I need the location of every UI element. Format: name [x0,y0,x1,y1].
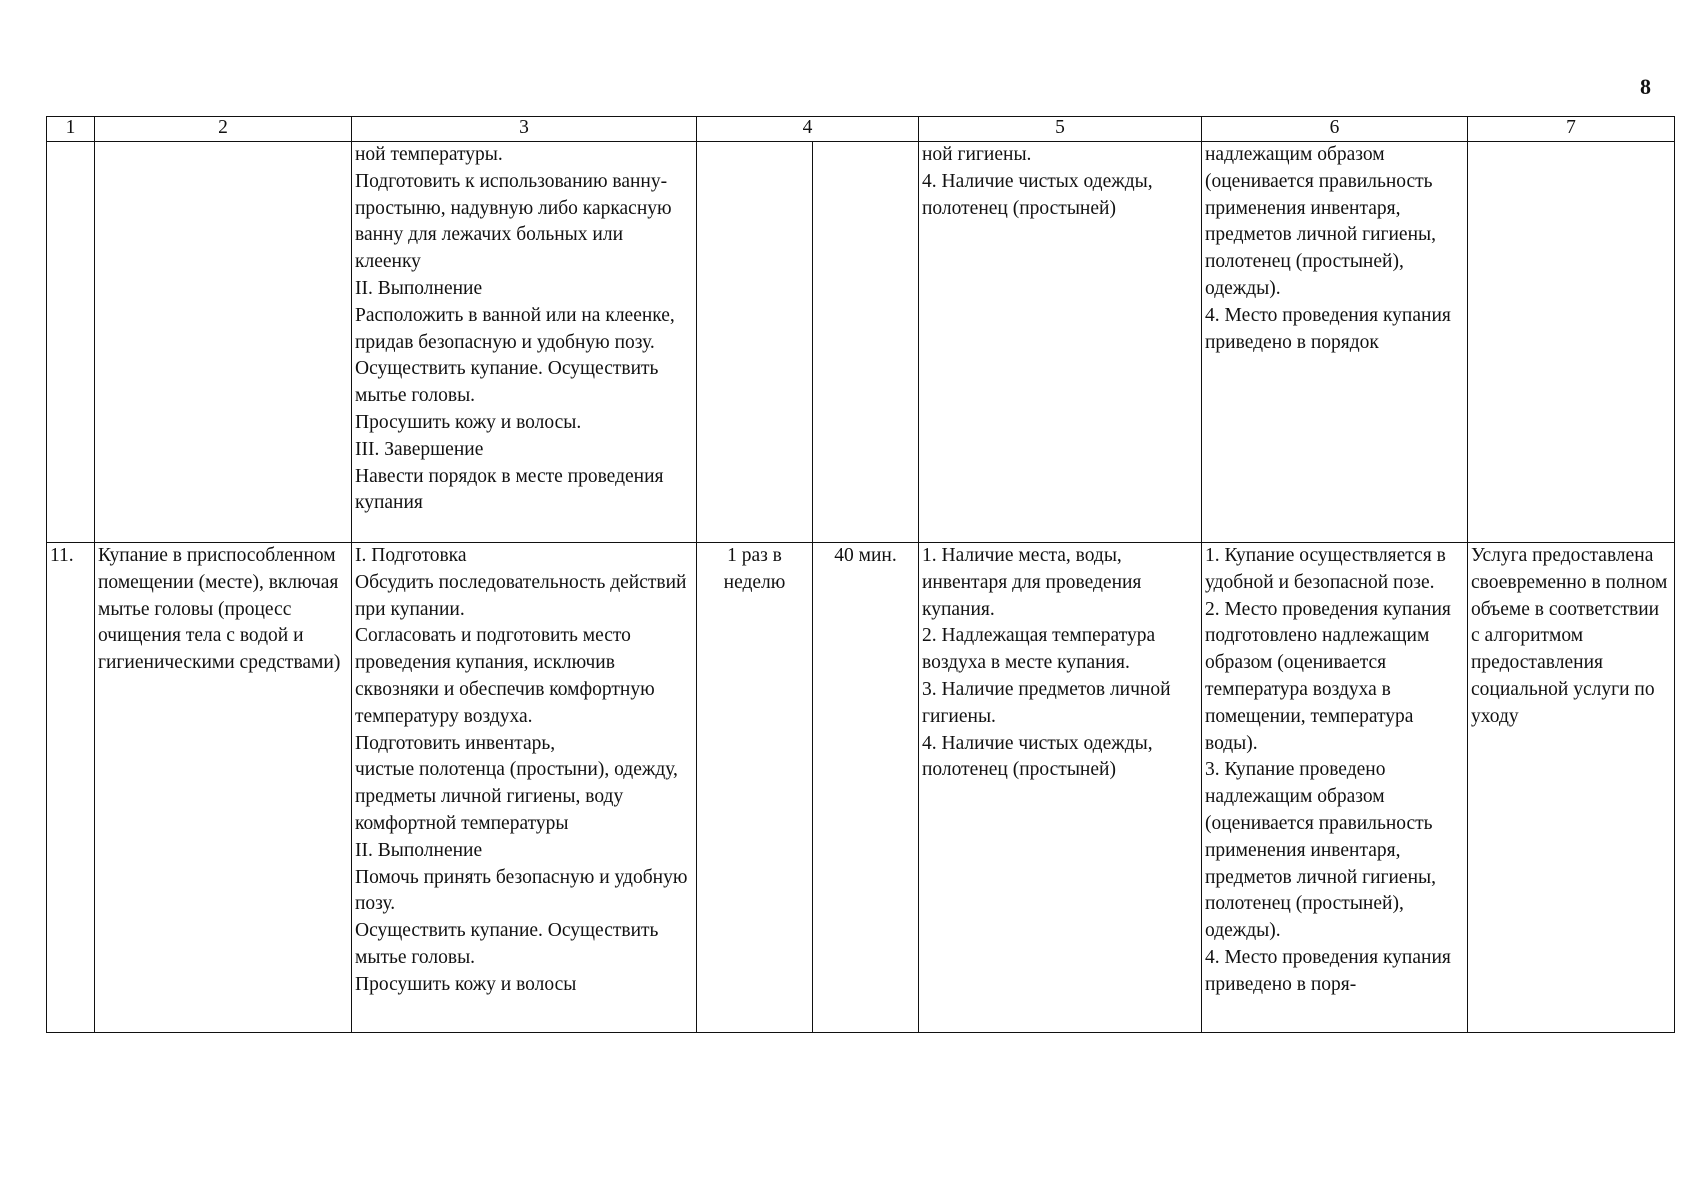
continued-service-cell [95,142,352,543]
continued-procedure-cell: ной температуры. Подготовить к использованию ванну-простыню, надувную либо каркасную ванну для лежачих больных или клеенку II. Выполнение Расположить в ванной или на клеенке, придав безопасную и удобную позу. Осуществить купание. Осуществить мытье головы. Просушить кожу и волосы. III. Завершение Навести порядок в месте проведения купания [352,142,697,543]
continued-num-cell [47,142,95,543]
quality-cell: 1. Купание осуществляется в удобной и безопасной позе. 2. Место проведения купания подготовлено надлежащим образом (оценивается температура воздуха в помещении, температура воды). 3. Купание проведено надлежащим образом (оценивается правильность применения инвентаря, предметов личной гигиены, полотенец (простыней), одежды). 4. Место проведения купания приведено в поря- [1202,543,1468,1033]
column-header-2: 2 [95,117,352,142]
column-header-1: 1 [47,117,95,142]
column-header-7: 7 [1468,117,1675,142]
service-name-cell: Купание в приспособленном помещении (месте), включая мытье головы (процесс очищения тела с водой и гигиеническими средствами) [95,543,352,1033]
column-header-5: 5 [919,117,1202,142]
continued-row [47,142,1675,543]
services-table [46,116,1675,1033]
table-row-11 [47,543,1675,1033]
column-header-4: 4 [697,117,919,142]
continued-frequency-cell [697,142,813,543]
continued-conditions-cell: ной гигиены. 4. Наличие чистых одежды, полотенец (простыней) [919,142,1202,543]
continued-result-cell [1468,142,1675,543]
column-header-3: 3 [352,117,697,142]
result-cell: Услуга предоставлена своевременно в полном объеме в соответствии с алгоритмом предоставления социальной услуги по уходу [1468,543,1675,1033]
duration-cell: 40 мин. [813,543,919,1033]
conditions-cell: 1. Наличие места, воды, инвентаря для проведения купания. 2. Надлежащая температура воздуха в месте купания. 3. Наличие предметов личной гигиены. 4. Наличие чистых одежды, полотенец (простыней) [919,543,1202,1033]
continued-duration-cell [813,142,919,543]
column-header-6: 6 [1202,117,1468,142]
procedure-cell: I. Подготовка Обсудить последовательность действий при купании. Согласовать и подготовить место проведения купания, исключив сквозняки и обеспечив комфортную температуру воздуха. Подготовить инвентарь, чистые полотенца (простыни), одежду, предметы личной гигиены, воду комфортной температуры II. Выполнение Помочь принять безопасную и удобную позу. Осуществить купание. Осуществить мытье головы. Просушить кожу и волосы [352,543,697,1033]
row-number-cell: 11. [47,543,95,1033]
column-number-row [47,117,1675,142]
page-number: 8 [1640,74,1651,99]
continued-quality-cell: надлежащим образом (оценивается правильность применения инвентаря, предметов личной гигиены, полотенец (простыней), одежды). 4. Место проведения купания приведено в порядок [1202,142,1468,543]
frequency-cell: 1 раз в неделю [697,543,813,1033]
